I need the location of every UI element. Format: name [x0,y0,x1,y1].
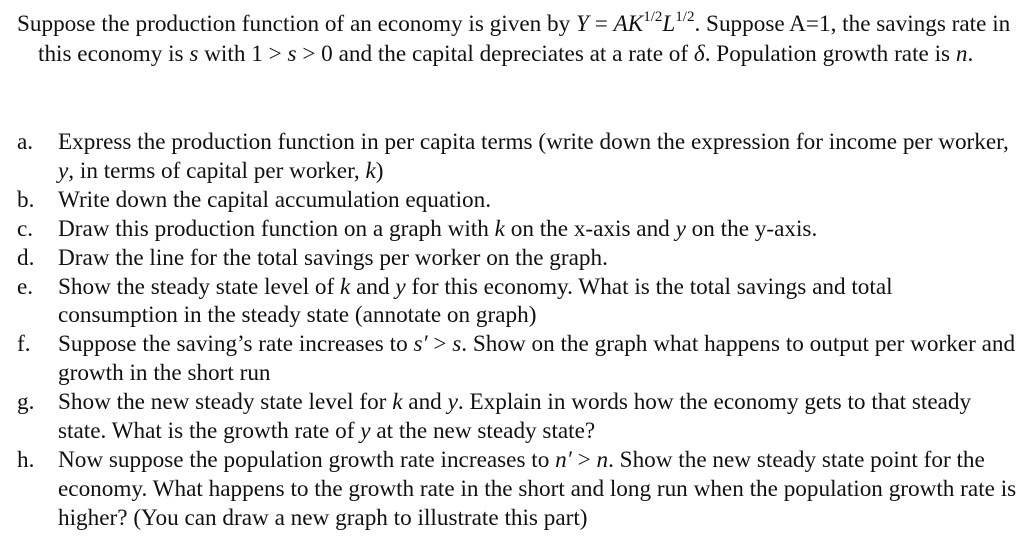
question-text-run: on the x-axis and [504,215,676,242]
math-symbol: y [395,273,406,300]
question-text-run: for this economy. What is the total savings and total consumption in the steady state (annotate on graph) [58,273,893,329]
question-text [58,447,1016,531]
question-letter: b. [17,186,35,213]
question-text [58,245,608,271]
intro-text: . Suppose A=1, the savings rate in this economy is [38,11,1011,67]
labor-exponent: 1/2 [675,9,695,26]
question-letter: a. [17,129,34,155]
math-symbol: y [58,157,69,184]
question-list [17,128,1017,533]
question-item [17,128,1017,186]
question-text-run: . Explain in words how the economy gets to that steady state. What is the growth rate of [58,389,972,445]
capital-term: AK [613,11,644,37]
equals-sign: = [588,11,614,37]
savings-symbol: s [189,40,199,67]
question-text-run: > [427,331,453,358]
question-letter: c. [17,215,34,242]
question-text-run: Show the steady state level of [58,273,341,300]
question-item [17,273,1017,331]
question-text-run: . Show the new steady state point for the economy. What happens to the growth rate in the short and long run when the population growth rate is higher? (You can draw a new graph to illustrate this part) [58,446,1017,531]
labor-term: L [662,11,676,37]
question-text-run: on the y-axis. [685,215,818,242]
intro-text: . Population growth rate is [704,40,956,67]
question-text-run: , in terms of capital per worker, [68,157,366,184]
question-text-run: and [402,389,448,416]
math-symbol: s [452,331,462,358]
question-item [17,446,1017,533]
question-text-run: Now suppose the population growth rate increases to [58,446,556,473]
question-text-run: at the new steady state? [370,418,596,445]
question-text [58,331,1015,386]
question-item [17,330,1017,388]
question-item [17,215,1017,244]
math-symbol: k [392,389,403,416]
question-text [58,216,817,242]
savings-symbol: s [287,40,297,67]
question-letter: e. [17,273,34,300]
question-text-run: Write down the capital accumulation equation. [58,186,492,213]
output-symbol: Y [575,11,589,37]
depreciation-symbol: δ [693,40,705,67]
population-growth-symbol: n [955,40,968,67]
capital-exponent: 1/2 [643,9,663,26]
question-text-run: and [350,273,396,300]
math-symbol: y [447,389,458,416]
math-symbol: k [365,157,376,184]
intro-text: Suppose the production function of an economy is given by [17,11,576,37]
math-symbol: s′ [413,331,428,358]
question-text [58,187,491,213]
question-letter: h. [17,446,35,473]
question-letter: g. [17,389,35,416]
math-symbol: n [596,446,609,473]
math-symbol: y [675,215,686,242]
question-letter: d. [17,244,35,271]
question-text [58,129,1009,184]
question-letter: f. [17,331,31,358]
question-text-run: ) [375,157,384,184]
question-text-run: Show the new steady state level for [58,389,393,416]
math-symbol: y [360,418,371,445]
intro-text: . [967,40,974,67]
question-text-run: Express the production function in per capita terms (write down the expression for income per worker, [58,129,1009,155]
intro-text: > 0 and the capital depreciates at a rate of [296,40,694,67]
question-text-run: Draw this production function on a graph with [58,215,495,242]
question-text-run: Draw the line for the total savings per worker on the graph. [58,244,608,271]
question-item [17,388,1017,446]
math-symbol: n′ [555,446,572,473]
question-text [58,389,971,444]
question-text-run: > [571,446,597,473]
math-symbol: k [494,215,505,242]
math-symbol: k [340,273,351,300]
question-text-run: Suppose the saving’s rate increases to [58,331,414,358]
question-item [17,244,1017,273]
question-text [58,274,893,329]
question-item [17,186,1017,215]
problem-intro [17,10,1024,69]
intro-text: with 1 > [198,40,288,67]
question-text-run: . Show on the graph what happens to output per worker and growth in the short run [58,331,1016,387]
